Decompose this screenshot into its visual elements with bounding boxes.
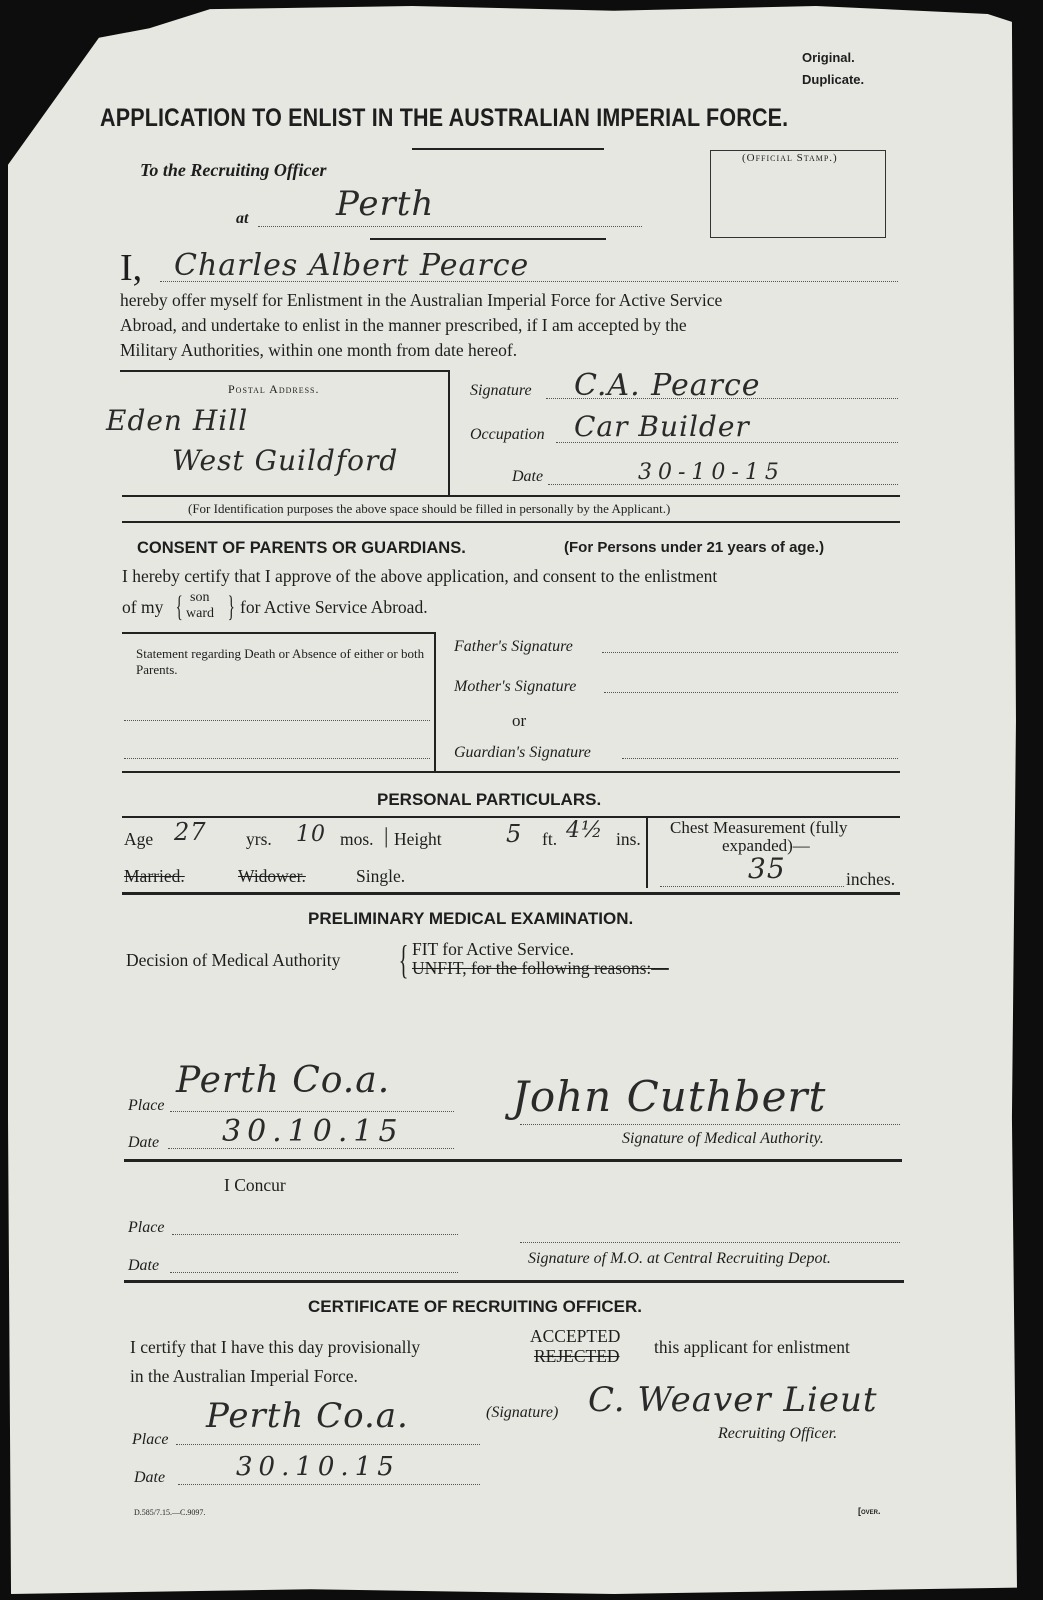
statement-line1	[124, 720, 430, 721]
duplicate-label: Duplicate.	[802, 72, 865, 87]
at-line	[258, 226, 642, 227]
mos-label: mos.	[340, 829, 374, 849]
statement-line2	[124, 758, 430, 759]
offer-text-line2: Abroad, and undertake to enlist in the manner prescribed, if I am accepted by the	[120, 315, 687, 335]
offer-text-line3: Military Authorities, within one month from date hereof.	[120, 340, 518, 360]
guardians-signature-label: Guardian's Signature	[454, 744, 591, 761]
official-stamp-label: (Official Stamp.)	[742, 152, 838, 164]
for-active-service-text: for Active Service Abroad.	[240, 597, 428, 617]
over-label: [over.	[858, 1506, 881, 1516]
i-concur-label: I Concur	[224, 1175, 286, 1195]
medical-place-label: Place	[128, 1097, 165, 1114]
medical-signature-line	[520, 1124, 900, 1125]
certificate-top-rule	[124, 1280, 904, 1283]
ward-option: ward	[186, 606, 214, 621]
height-feet-value: 5	[506, 820, 523, 848]
mo-signature-line	[520, 1242, 900, 1243]
widower-option: Widower.	[238, 866, 306, 886]
brace-left: {	[175, 590, 183, 623]
date-line	[548, 484, 898, 485]
chest-divider	[646, 818, 648, 888]
concur-date-line	[170, 1272, 458, 1273]
fit-option: FIT for Active Service.	[412, 939, 574, 959]
occupation-label: Occupation	[470, 426, 545, 443]
medical-signature-label: Signature of Medical Authority.	[622, 1130, 824, 1147]
occupation-value: Car Builder	[574, 410, 750, 443]
medical-place-line	[170, 1111, 454, 1112]
mothers-signature-label: Mother's Signature	[454, 678, 577, 695]
yrs-label: yrs.	[246, 829, 272, 849]
applicant-signature: C.A. Pearce	[574, 368, 761, 403]
or-label: or	[512, 711, 527, 730]
medical-authority-signature: John Cuthbert	[512, 1072, 827, 1121]
at-underline	[370, 238, 606, 240]
consent-certify-text: I hereby certify that I approve of the above application, and consent to the enlistment	[122, 566, 718, 586]
guardians-signature-line	[622, 758, 898, 759]
separator-bar: |	[384, 823, 389, 848]
original-label: Original.	[802, 50, 855, 65]
son-option: son	[190, 590, 210, 605]
single-option: Single.	[356, 866, 406, 886]
statement-label: Statement regarding Death or Absence of either or both Parents.	[136, 646, 425, 677]
concur-date-label: Date	[128, 1257, 160, 1274]
postal-bottom-rule	[122, 495, 900, 497]
postal-address-line2: West Guildford	[172, 444, 399, 477]
signature-prefix-label: (Signature)	[486, 1404, 559, 1421]
fathers-signature-label: Father's Signature	[454, 638, 573, 655]
date-label: Date	[512, 468, 544, 485]
particulars-heading: PERSONAL PARTICULARS.	[377, 790, 602, 809]
age-months-value: 10	[296, 822, 326, 847]
married-option: Married.	[124, 866, 185, 886]
at-label: at	[236, 210, 249, 227]
chest-line	[660, 886, 844, 887]
form-title: APPLICATION TO ENLIST IN THE AUSTRALIAN IMPERIAL FORCE.	[100, 104, 789, 132]
medical-date-value: 30.10.15	[222, 1114, 404, 1149]
brace-right: }	[227, 590, 235, 623]
particulars-top-rule	[122, 771, 900, 773]
date-value: 30-10-15	[638, 460, 785, 485]
rejected-option: REJECTED	[534, 1346, 620, 1366]
certify-text-pre: I certify that I have this day provisionally	[130, 1337, 421, 1357]
age-label: Age	[124, 829, 154, 849]
height-inches-value: 4½	[566, 818, 604, 843]
i-label: I,	[120, 247, 143, 289]
offer-text-line1: hereby offer myself for Enlistment in the Australian Imperial Force for Active Service	[120, 290, 723, 310]
certify-text-line2: in the Australian Imperial Force.	[130, 1366, 358, 1386]
at-handwriting: Perth	[336, 184, 435, 224]
certificate-date-label: Date	[134, 1469, 166, 1486]
chest-label-line1: Chest Measurement (fully	[670, 818, 848, 837]
consent-heading: CONSENT OF PARENTS OR GUARDIANS.	[137, 539, 466, 557]
medical-heading: PRELIMINARY MEDICAL EXAMINATION.	[308, 909, 634, 928]
consent-subheading: (For Persons under 21 years of age.)	[564, 539, 825, 556]
recruiting-officer-label: Recruiting Officer.	[718, 1425, 838, 1442]
signature-label: Signature	[470, 382, 532, 399]
decision-brace: {	[398, 937, 409, 982]
concur-top-rule	[124, 1159, 902, 1162]
consent-top-rule	[122, 521, 900, 523]
certificate-date-line	[178, 1484, 480, 1485]
decision-label: Decision of Medical Authority	[126, 950, 341, 970]
mothers-signature-line	[604, 692, 898, 693]
of-my-label: of my	[122, 597, 164, 617]
ins-label: ins.	[616, 829, 641, 849]
certificate-place-line	[176, 1444, 480, 1445]
recruiting-officer-signature: C. Weaver Lieut	[588, 1380, 878, 1420]
postal-address-line1: Eden Hill	[106, 404, 249, 437]
postal-address-label: Postal Address.	[228, 382, 320, 396]
certificate-date-value: 30.10.15	[236, 1452, 400, 1482]
medical-place-value: Perth Co.a.	[176, 1060, 391, 1101]
unfit-option: UNFIT, for the following reasons:—	[412, 958, 669, 978]
inches-label: inches.	[846, 869, 896, 889]
medical-date-line	[168, 1148, 454, 1149]
certificate-place-value: Perth Co.a.	[206, 1396, 409, 1436]
certify-text-post: this applicant for enlistment	[654, 1337, 850, 1357]
concur-place-label: Place	[128, 1219, 165, 1236]
ft-label: ft.	[542, 829, 558, 849]
medical-top-rule	[122, 892, 900, 895]
identification-note: (For Identification purposes the above space should be filled in personally by the Applicant.)	[188, 501, 671, 516]
title-underline	[412, 148, 604, 150]
form-code: D.585/7.15.—C.9097.	[134, 1508, 206, 1517]
medical-date-label: Date	[128, 1134, 160, 1151]
height-label: Height	[394, 829, 442, 849]
occupation-line	[556, 442, 898, 443]
certificate-place-label: Place	[132, 1431, 169, 1448]
mo-signature-label: Signature of M.O. at Central Recruiting Depot.	[528, 1250, 831, 1267]
applicant-name-handwriting: Charles Albert Pearce	[174, 248, 530, 283]
name-line	[160, 281, 898, 282]
age-years-value: 27	[174, 818, 207, 846]
to-recruiting-officer-label: To the Recruiting Officer	[140, 160, 327, 180]
certificate-heading: CERTIFICATE OF RECRUITING OFFICER.	[308, 1297, 643, 1316]
chest-label-line2: expanded)—	[722, 836, 810, 855]
concur-place-line	[172, 1234, 458, 1235]
chest-value: 35	[748, 852, 786, 885]
accepted-option: ACCEPTED	[530, 1326, 621, 1346]
fathers-signature-line	[602, 652, 898, 653]
signature-line	[546, 398, 898, 399]
